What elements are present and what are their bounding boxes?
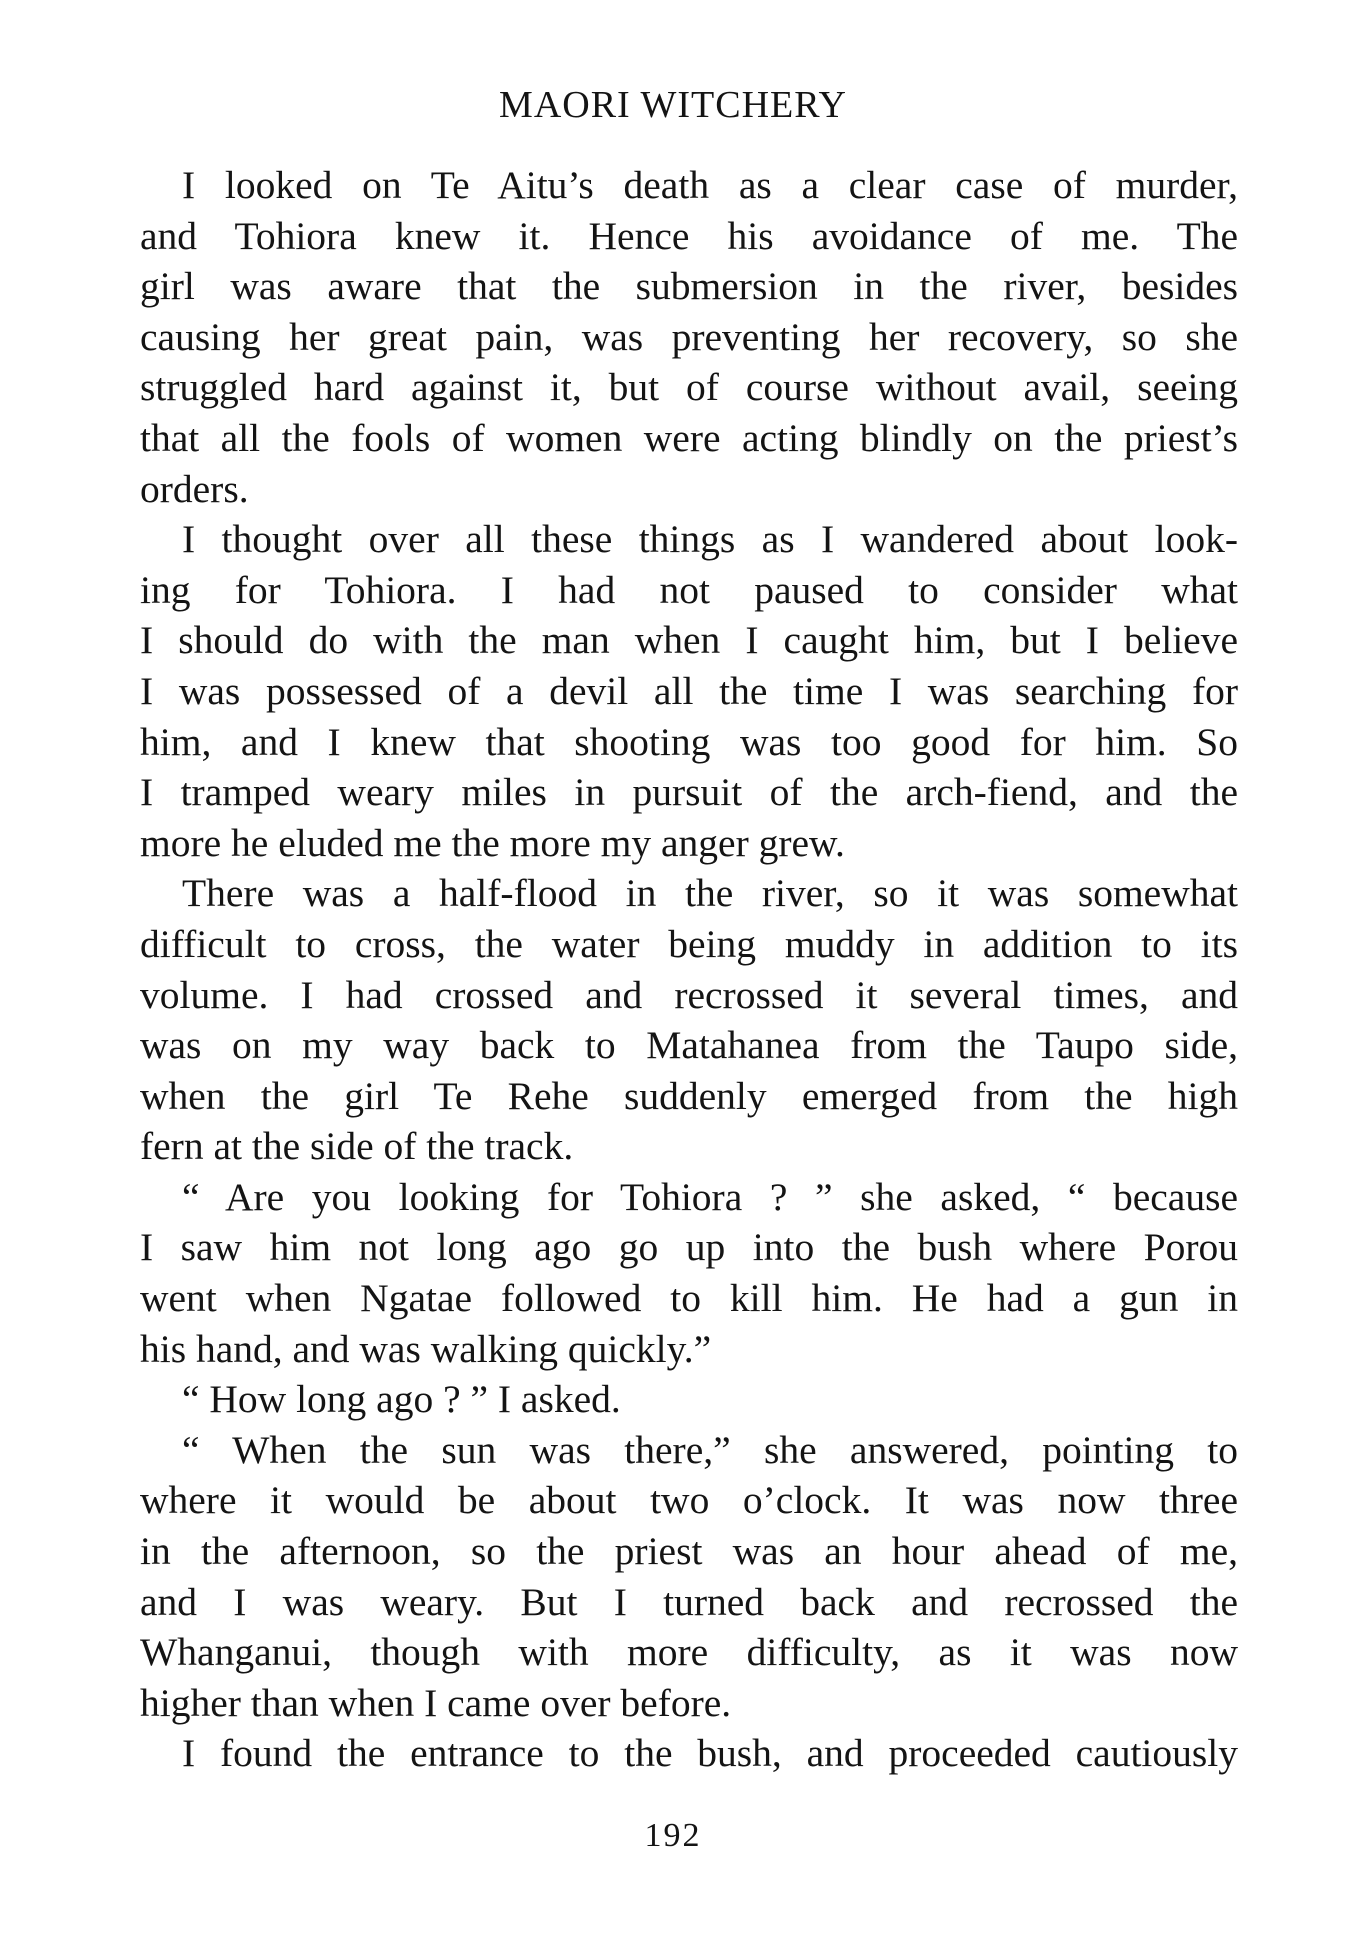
text-line: I was possessed of a devil all the time I was searching for — [140, 668, 1238, 713]
text-line: his hand, and was walking quickly.” — [140, 1326, 712, 1371]
text-line: more he eluded me the more my anger grew. — [140, 820, 845, 865]
text-line: volume. I had crossed and recrossed it several times, and — [140, 972, 1238, 1017]
text-line: in the afternoon, so the priest was an hour ahead of me, — [140, 1529, 1238, 1574]
text-line: and Tohiora knew it. Hence his avoidance of me. The — [140, 213, 1238, 258]
text-line: “ Are you looking for Tohiora ? ” she asked, “ because — [182, 1174, 1238, 1219]
text-line: struggled hard against it, but of course without avail, seeing — [140, 365, 1238, 410]
text-line: causing her great pain, was preventing her recovery, so she — [140, 314, 1238, 359]
page-number: 192 — [644, 1817, 702, 1854]
running-head: MAORI WITCHERY — [499, 84, 847, 126]
text-line: “ How long ago ? ” I asked. — [182, 1377, 621, 1422]
paragraph — [140, 1374, 1238, 1425]
text-line: when the girl Te Rehe suddenly emerged from the high — [140, 1073, 1238, 1118]
text-line: and I was weary. But I turned back and recrossed the — [140, 1579, 1238, 1624]
text-line: girl was aware that the submersion in the river, besides — [140, 264, 1238, 309]
paragraph — [140, 1425, 1238, 1729]
text-line: “ When the sun was there,” she answered, pointing to — [182, 1427, 1238, 1472]
text-line: was on my way back to Matahanea from the Taupo side, — [140, 1023, 1238, 1068]
text-line: I should do with the man when I caught him, but I believe — [140, 618, 1238, 663]
text-line: I saw him not long ago go up into the bush where Porou — [140, 1225, 1238, 1270]
text-line: higher than when I came over before. — [140, 1680, 732, 1725]
text-line: ing for Tohiora. I had not paused to consider what — [140, 567, 1238, 612]
text-line: him, and I knew that shooting was too good for him. So — [140, 719, 1238, 764]
text-line: orders. — [140, 466, 249, 511]
text-line: difficult to cross, the water being muddy in addition to its — [140, 921, 1238, 966]
text-line: I looked on Te Aitu’s death as a clear case of murder, — [182, 163, 1238, 207]
paragraph — [140, 1172, 1238, 1374]
text-line: I thought over all these things as I wandered about look- — [182, 517, 1238, 562]
text-line: where it would be about two o’clock. It was now three — [140, 1478, 1238, 1523]
text-line: Whanganui, though with more difficulty, as it was now — [140, 1630, 1238, 1675]
text-line: I tramped weary miles in pursuit of the arch-fiend, and the — [140, 770, 1238, 815]
text-line: that all the fools of women were acting blindly on the priest’s — [140, 415, 1238, 460]
paragraph — [140, 868, 1238, 1172]
paragraph — [140, 160, 1238, 514]
text-line: fern at the side of the track. — [140, 1124, 574, 1169]
text-line: I found the entrance to the bush, and proceeded cautiously — [182, 1731, 1238, 1776]
text-line: There was a half-flood in the river, so it was somewhat — [182, 871, 1238, 916]
text-line: went when Ngatae followed to kill him. He had a gun in — [140, 1276, 1238, 1321]
paragraph — [140, 1728, 1238, 1779]
body-text — [140, 160, 1238, 1779]
paragraph — [140, 514, 1238, 868]
